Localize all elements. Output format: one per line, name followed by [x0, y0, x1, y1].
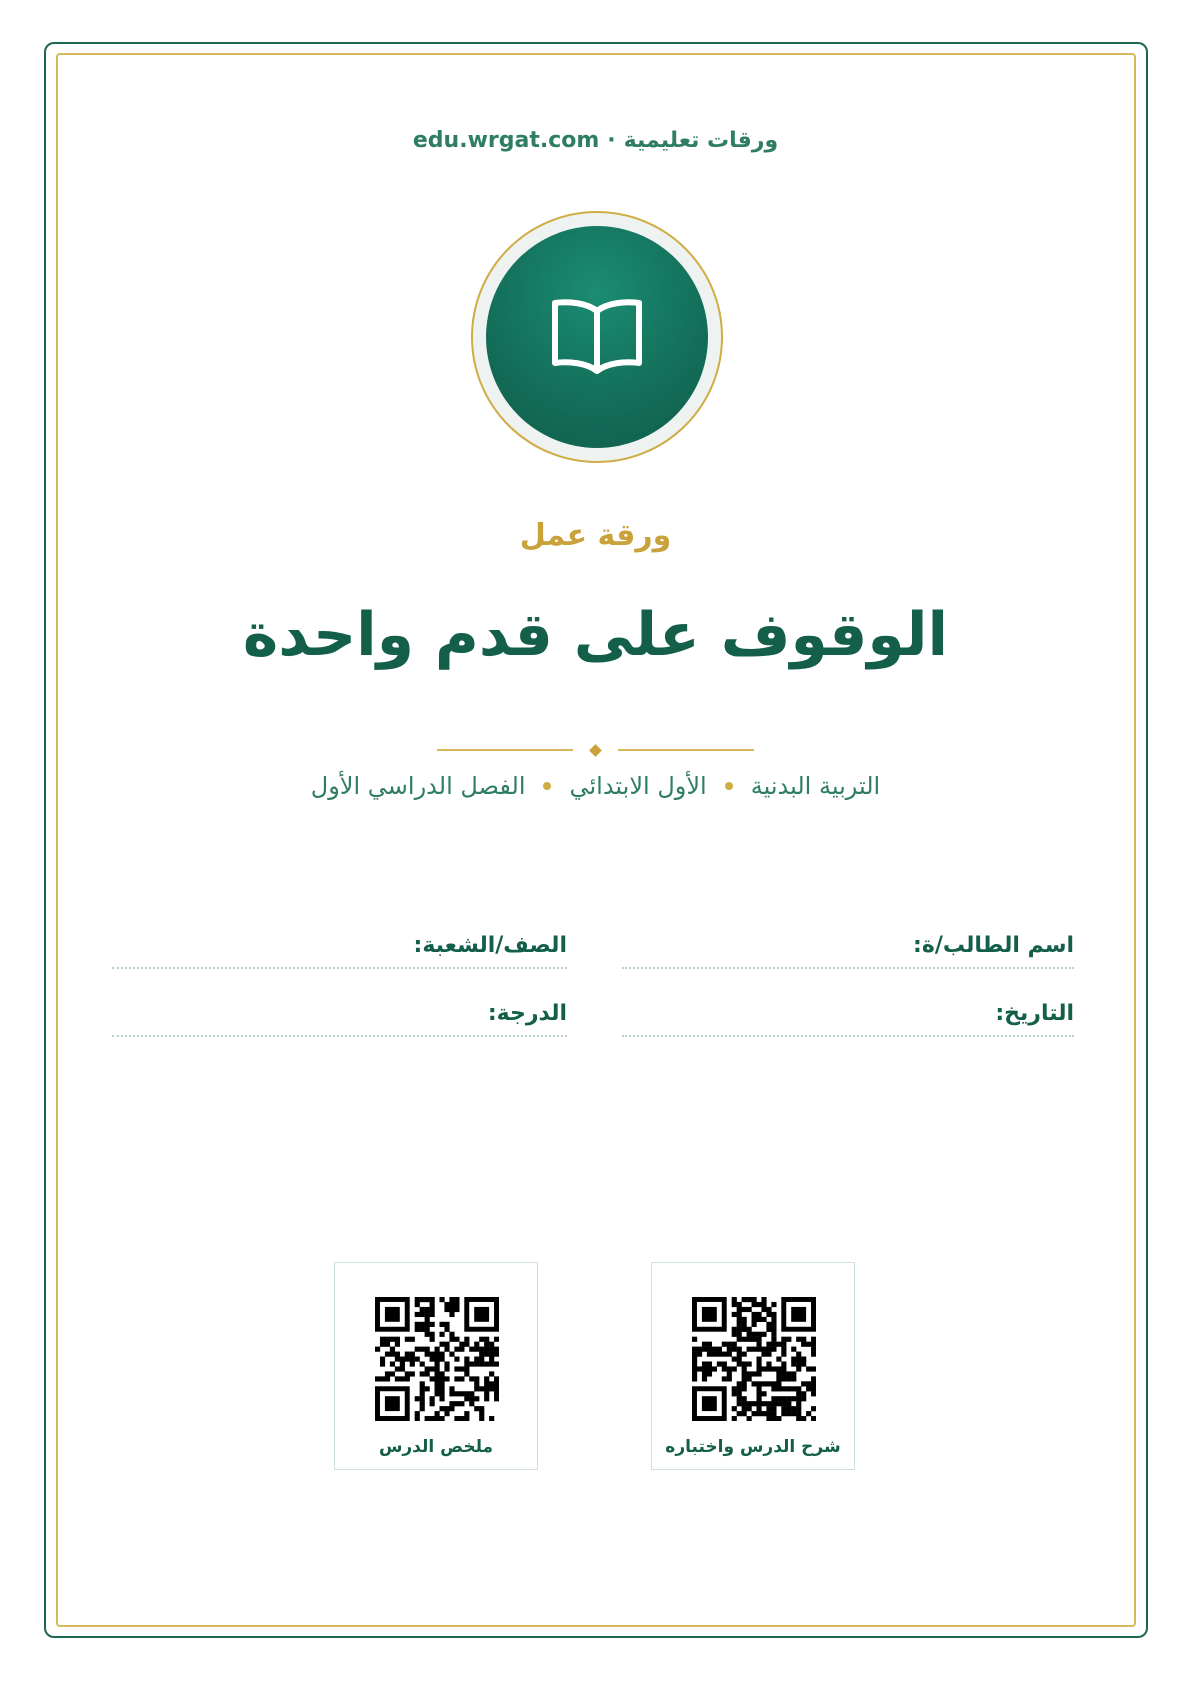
emblem-badge	[471, 211, 723, 463]
class-section-field[interactable]	[112, 925, 567, 969]
header-separator: ·	[607, 128, 616, 153]
divider-line-left	[437, 749, 573, 751]
qr-code-icon	[692, 1297, 816, 1421]
site-url[interactable]: edu.wrgat.com	[412, 128, 600, 153]
open-book-icon	[547, 297, 647, 377]
qr-caption: ملخص الدرس	[378, 1437, 494, 1457]
worksheet-label: ورقة عمل	[519, 518, 672, 553]
date-field[interactable]	[622, 993, 1074, 1037]
divider-line-right	[618, 749, 754, 751]
title-divider	[0, 743, 1191, 757]
score-field[interactable]	[112, 993, 567, 1037]
student-name-field[interactable]	[622, 925, 1074, 969]
qr-card-lesson-explanation[interactable]	[651, 1262, 855, 1470]
site-header	[0, 128, 1191, 153]
site-name: ورقات تعليمية	[623, 128, 779, 153]
qr-card-lesson-summary[interactable]	[334, 1262, 538, 1470]
page-title: الوقوف على قدم واحدة	[242, 600, 949, 670]
qr-caption: شرح الدرس واختباره	[665, 1437, 841, 1457]
meta-subject: التربية البدنية	[750, 772, 881, 800]
meta-dot-icon	[543, 782, 551, 790]
class-section-label: الصف/الشعبة:	[413, 933, 567, 958]
meta-grade: الأول الابتدائي	[569, 772, 707, 800]
student-name-label: اسم الطالب/ة:	[913, 933, 1074, 958]
meta-dot-icon	[725, 782, 733, 790]
qr-code-icon	[375, 1297, 499, 1421]
emblem-circle	[486, 226, 708, 448]
meta-term: الفصل الدراسي الأول	[310, 772, 526, 800]
score-label: الدرجة:	[487, 1001, 567, 1026]
divider-diamond-icon	[589, 744, 602, 757]
lesson-meta	[0, 772, 1191, 800]
date-label: التاريخ:	[995, 1001, 1074, 1026]
